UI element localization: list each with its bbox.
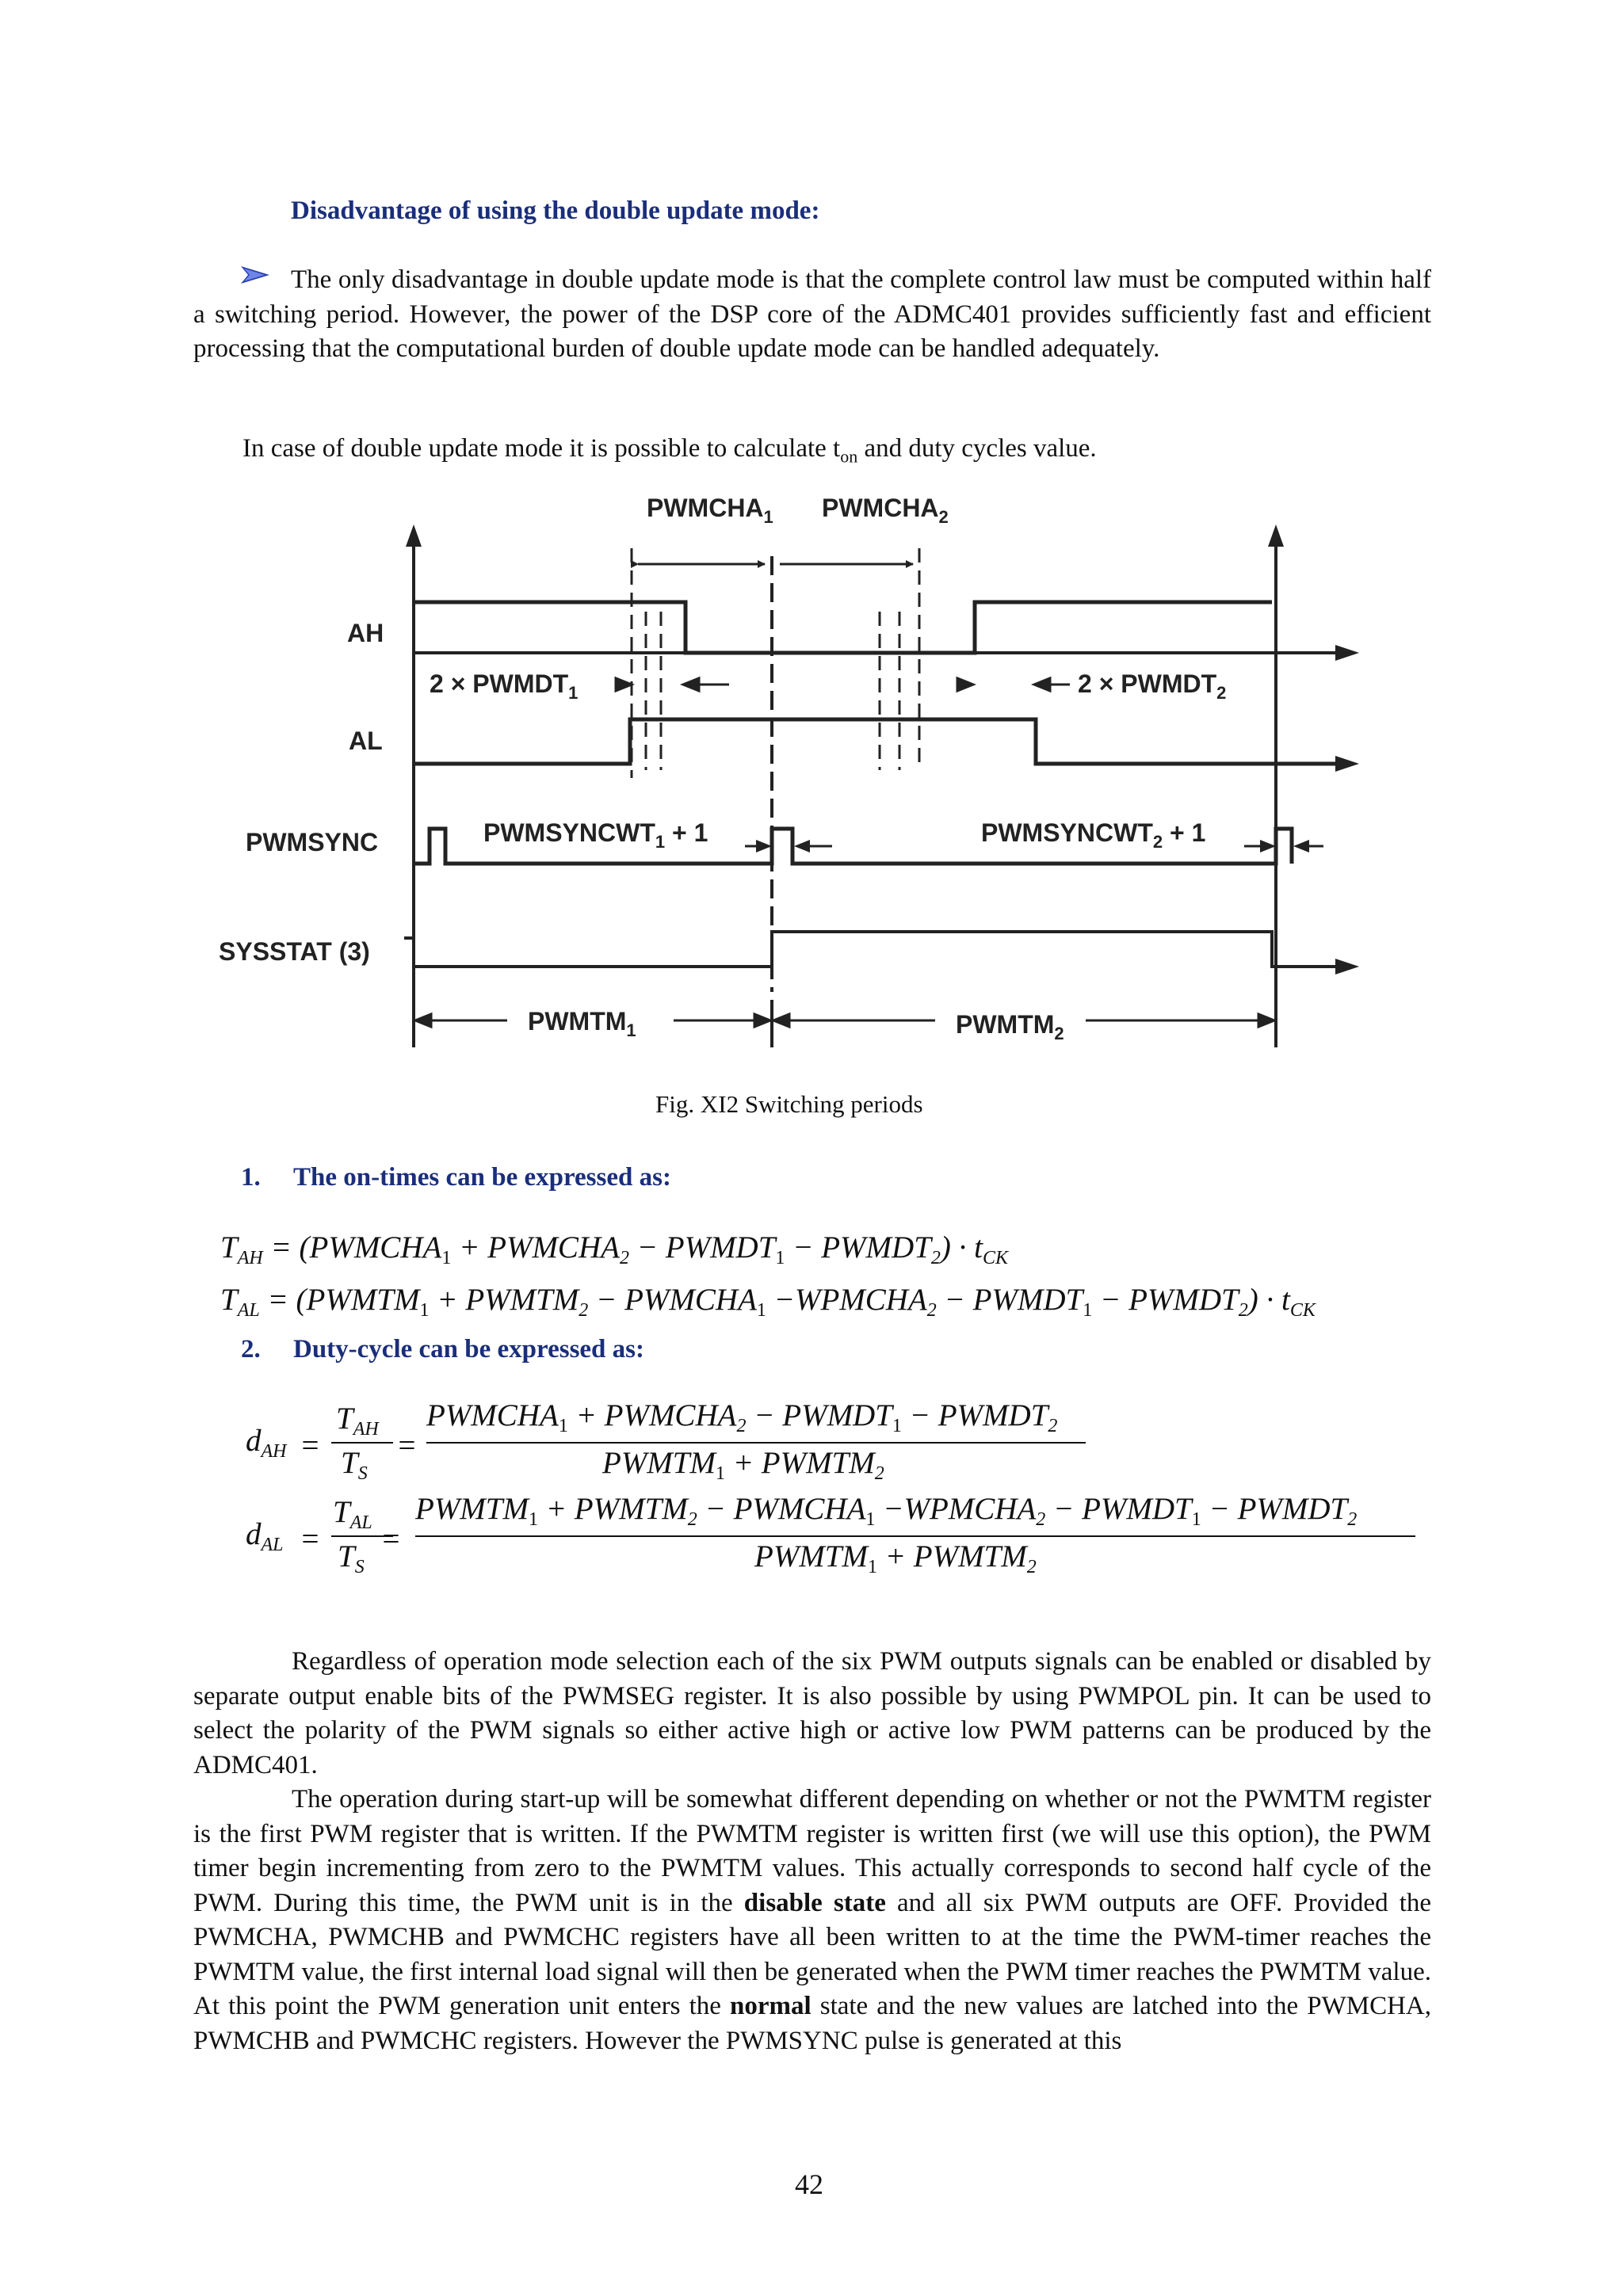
equation-d-al: $d_{AL}$ = $T_{AL}$ $T_S$ = $PWMTM_1$ + $PWMTM_2$ − $PWMCHA_1$ $-WPMCHA_2$ − $PWMDT_1$ − $PWMDT_2$ $PWMTM_1$ + $PWMTM_2$ (238, 1494, 1426, 1589)
label-pwmsync: PWMSYNC (246, 828, 379, 856)
equation-t-ah: $T_{AH}$ = ($PWMCHA_1$ + $PWMCHA_2$ − $PWMDT_1$ − $PWMDT_2) \cdot t_{CK}$ (220, 1230, 1008, 1268)
label-sync1: $PWMSYNCWT_1 + 1$ (483, 818, 708, 852)
list-item-1-text: The on-times can be expressed as: (293, 1163, 671, 1192)
equation-t-al: $T_{AL}$ = ($PWMTM_1$ + $PWMTM_2$ − $PWMCHA_1$ $-WPMCHA_2$ − $PWMDT_1$ − $PWMDT_2) \cdot t_{CK}$ (220, 1283, 1316, 1321)
calc-sentence: In case of double update mode it is possible to calculate $t_{on}$ and duty cycles value. (242, 434, 1097, 467)
paragraph-pwm-outputs: Regardless of operation mode selection each of the six PWM outputs signals can be enabled or disabled by separate output enable bits of the PWMSEG register. It is also possible by using PWMPOL pin. It can be used to select the polarity of the PWM signals so either active high or active low PWM patterns can be produced by the ADMC401. (193, 1647, 1431, 1779)
label-pwmtm1: $PWMTM_1$ (528, 1007, 636, 1040)
label-pwmtm2: $PWMTM_2$ (956, 1010, 1064, 1043)
label-al: AL (349, 727, 383, 755)
label-dt1: $2 \times PWMDT_1$ (430, 669, 579, 703)
label-sync2: $PWMSYNCWT_2 + 1$ (981, 818, 1206, 852)
list-item-1-number: 1. (241, 1163, 261, 1192)
page-number: 42 (795, 2168, 823, 2200)
paragraph-startup: The operation during start-up will be somewhat different depending on whether or not the PWMTM register is the first PWM register that is written. If the PWMTM register is written first (we will use this option), the PWM timer begin incrementing from zero to the PWMTM values. This actually corresponds to second half cycle of the PWM. During this time, the PWM unit is in the disable state and all six PWM outputs are OFF. Provided the PWMCHA, PWMCHB and PWMCHC registers have all been written to at the time the PWM-timer reaches the PWMTM value, the first internal load signal will then be generated when the PWM timer reaches the PWMTM value. At this point the PWM generation unit enters the normal state and the new values are latched into the PWMCHA, PWMCHB and PWMCHC registers. However the PWMSYNC pulse is generated at this (193, 1785, 1432, 2055)
timing-diagram (206, 485, 1395, 1059)
list-item-2-text: Duty-cycle can be expressed as: (293, 1335, 644, 1363)
label-pwmcha2: $PWMCHA_2$ (822, 494, 949, 527)
label-dt2: $2 \times PWMDT_2$ (1078, 669, 1227, 703)
label-ah: AH (347, 619, 384, 647)
equation-d-ah: $d_{AH}$ = $T_{AH}$ $T_S$ = $PWMCHA_1$ + $PWMCHA_2$ − $PWMDT_1$ − $PWMDT_2$ $PWMTM_1$ + $PWMTM_2$ (238, 1401, 1426, 1496)
label-pwmcha1: $PWMCHA_1$ (647, 494, 773, 527)
bullet-paragraph: The only disadvantage in double update mode is that the complete control law must be computed within half a switching period. However, the power of the DSP core of the ADMC401 provides sufficiently fast and efficient processing that the computational burden of double update mode can be handled adequately. (193, 265, 1431, 363)
list-item-2-number: 2. (241, 1335, 261, 1363)
label-sysstat: SYSSTAT (3) (219, 937, 370, 966)
section-heading: Disadvantage of using the double update mode: (291, 196, 820, 225)
figure-caption: Fig. XI2 Switching periods (655, 1090, 923, 1118)
